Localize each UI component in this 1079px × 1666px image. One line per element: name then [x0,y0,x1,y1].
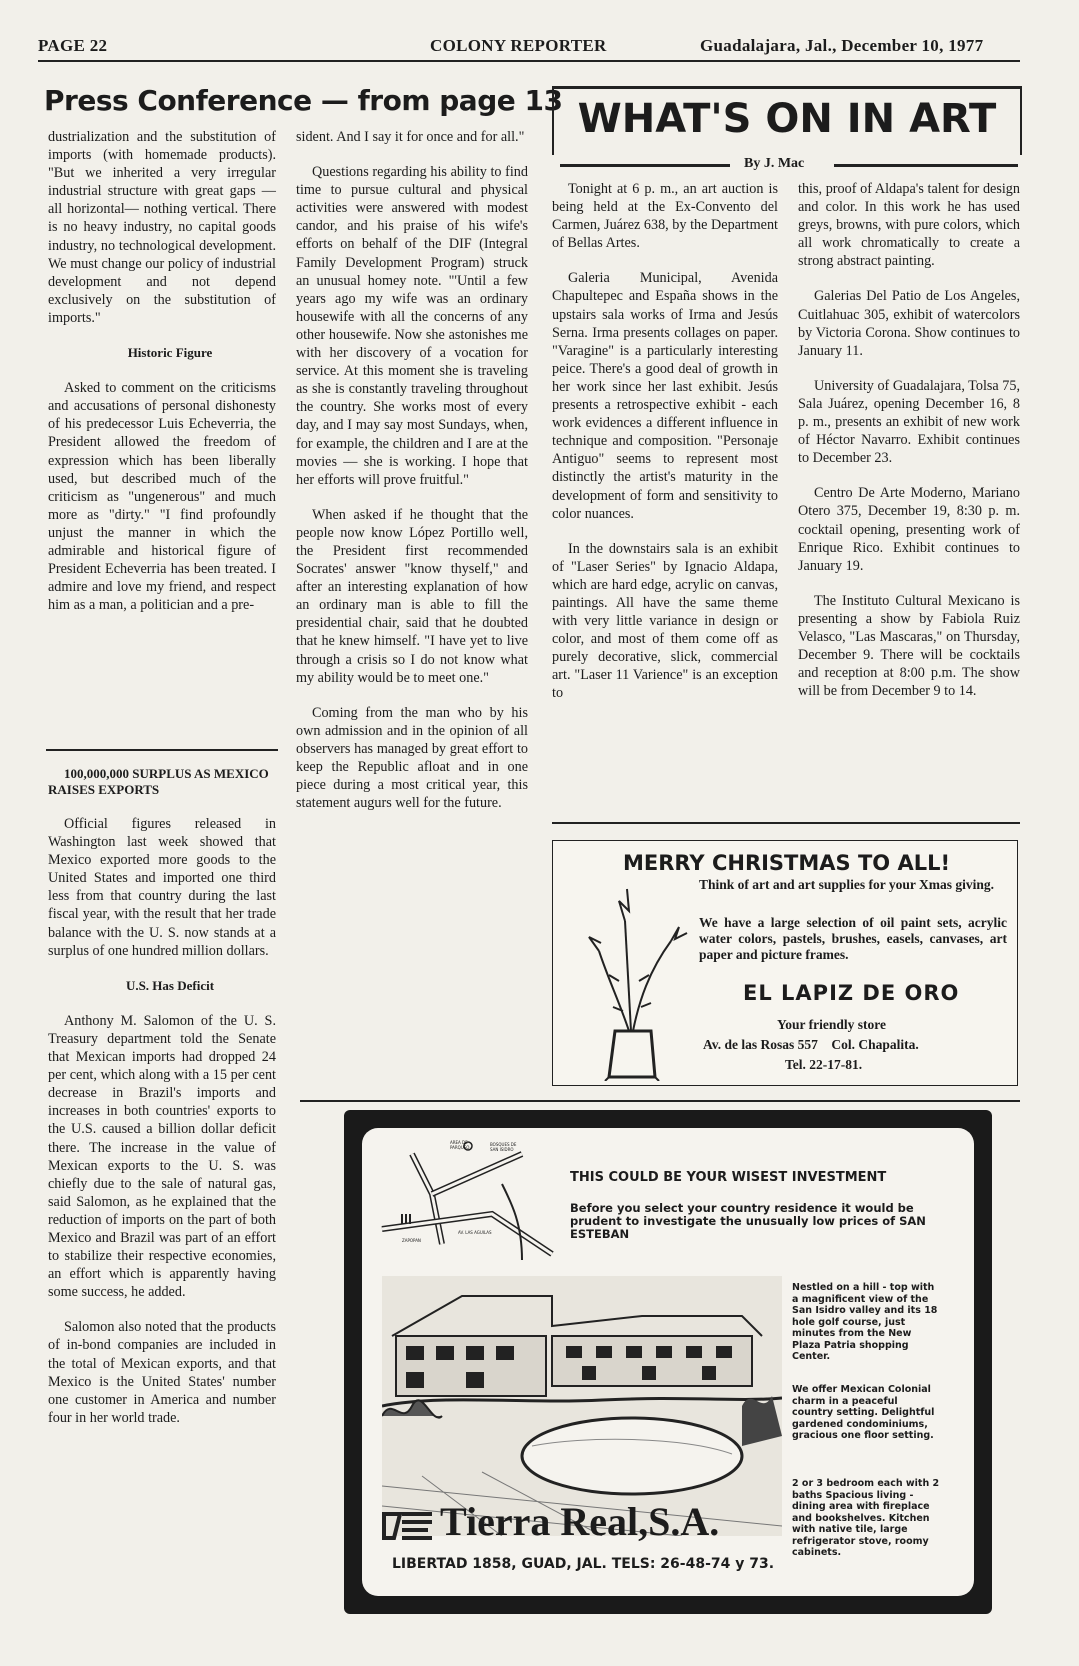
lapiz-headline: MERRY CHRISTMAS TO ALL! [623,851,951,875]
lapiz-ad [552,840,1018,1086]
header-rule [38,60,1020,62]
lapiz-tagline: Your friendly store [777,1017,886,1032]
condominium-illustration-icon [382,1276,782,1536]
paragraph: this, proof of Aldapa's talent for design and color. In this work he has used greys, browns, with pure colors, which all work chromatically to create a strong abstract painting. [798,181,1020,270]
paragraph: Tonight at 6 p. m., an art auction is being held at the Ex-Convento del Carmen, Juárez 638, by the Department of Bellas Artes. [552,181,778,252]
paragraph: Anthony M. Salomon of the U. S. Treasury department told the Senate that Mexican imports had dropped 24 per cent, which along with a 15 per cent decrease in Brazil's imports and increases in both countries' exports to the U.S. caused a billion dollar deficit there. The increase in the value of Mexican exports to the U. S. was chiefly due to the sale of natural gas, said Salomon, as he explained that the reduction of imports on the part of both Mexico and Brazil was part of an effort to stabilize their respective economies, an effort which is apparently having some success, he added. [48,1012,276,1301]
surplus-body [48,815,276,1427]
section-rule [46,749,278,751]
paragraph: dustrialization and the substitution of imports (with homemade products). "But we inherited a very irregular industrial structure with great gaps —all horizontal— nothing vertical. There is no heavy industry, no capital goods industry, no technological development. We must change our policy of industrial development and not depend exclusively on the substitution of imports." [48,129,276,326]
byline-rule-left [560,164,730,167]
map-label-3: ZAPOPAN [402,1238,421,1243]
paragraph: Salomon also noted that the products of in-bond companies are included in the total of Mexican exports, and that Mexico is the United States' number one customer in America and number four in her world trade. [48,1319,276,1426]
tierra-ad [344,1110,992,1614]
press-conference-headline: Press Conference — from page 13 [44,84,563,117]
subheading: Historic Figure [127,345,213,361]
location-map-icon [372,1134,562,1264]
lapiz-line1: Think of art and art supplies for your Xmas giving. [699,877,995,892]
press-column-1 [48,128,276,631]
lapiz-line2: We have a large selection of oil paint sets, acrylic water colors, pastels, brushes, easels, canvases, art paper and picture frames. [699,915,1007,962]
art-column-2 [798,180,1020,717]
art-byline: By J. Mac [744,156,805,171]
paragraph: Official figures released in Washington last week showed that Mexico exported more goods to the United States and imported one third less from that country during the last fiscal year, with the result that her trade balance with the U. S. now stands at a surplus of one hundred million dollars. [48,816,276,959]
paragraph: Asked to comment on the criticisms and accusations of personal dishonesty of his predecessor Luis Echeverria, the President allowed the freedom of expression which has been liberally used, but described much of the criticism as "ungenerous" and much more as "dirty." "I find profoundly unjust the manner in which the admirable and historical figure of President Echeverria has been treated. I admire and love my friend, and respect him as a man, a politician and a pre- [48,380,276,614]
map-label-2: BOSQUES DE SAN ISIDRO [490,1142,517,1152]
tierra-blurb-1: Nestled on a hill - top with a magnificent view of the San Isidro valley and its 18 hole golf course, just minutes from the New Plaza Patria shopping Center. [792,1282,938,1362]
subheading: U.S. Has Deficit [125,977,215,993]
tierra-blurb-3: 2 or 3 bedroom each with 2 baths Spacious living - dining area with fireplace and bookshelves. Kitchen with native tile, large refrigerator stove, roomy cabinets. [792,1478,940,1558]
paragraph: sident. And I say it for once and for all." [296,129,525,145]
byline-rule-right [834,164,1018,167]
tierra-logo-icon [380,1508,436,1544]
dateline: Guadalajara, Jal., December 10, 1977 [700,36,984,55]
page-number: PAGE 22 [38,36,108,55]
paragraph: Galerias Del Patio de Los Angeles, Cuitlahuac 305, exhibit of watercolors by Victoria Corona. Show continues to January 11. [798,288,1020,359]
paragraph: Questions regarding his ability to find time to pursue cultural and physical activities were answered with modest candor, and his praise of his wife's efforts on behalf of the DIF (Integral Family Development Program) struck an unusual homey note. "'Until a few years ago my wife was an ordinary housewife with all the concerns of any other housewife. Now she astonishes me with her discovery of a vocation for service. At this moment she is traveling as she is constantly traveling throughout the country. She works most of every day, and I may say most Sundays, when, for example, the children and I are at the movies — she is working. I hope that her efforts will prove fruitful." [296,164,528,488]
tierra-headline: THIS COULD BE YOUR WISEST INVESTMENT [570,1170,887,1185]
art-title: WHAT'S ON IN ART [577,96,997,142]
paragraph: Centro De Arte Moderno, Mariano Otero 375, December 19, 8:30 p. m. cocktail opening, presenting work of Enrique Rico. Exhibit continues to January 19. [798,485,1020,574]
surplus-headline: 100,000,000 SURPLUS AS MEXICO RAISES EXPORTS [48,766,269,797]
tierra-intro: Before you select your country residence it would be prudent to investigate the unusually low prices of SAN ESTEBAN [570,1201,926,1241]
paragraph: University of Guadalajara, Tolsa 75, Sala Juárez, opening December 16, 8 p. m., presents an exhibit of new work of Héctor Navarro. Exhibit continues to December 23. [798,377,1020,467]
ad-top-rule [300,1100,1020,1102]
paragraph: Coming from the man who by his own admission and in the opinion of all observers has managed by great effort to keep the Republic afloat and in one piece during a most critical year, this statement augurs well for the future. [296,704,528,812]
paragraph: Galeria Municipal, Avenida Chapultepec and España shows in the upstairs sala works of Irma and Jesús Serna. Irma presents collages on paper. "Varagine" is a particularly interesting peice. There's a good deal of growth in her work since her last exhibit. Jesús presents a retrospective exhibit - each work evidences a different influence in technique and composition. "Personaje Antiguo" seems to represent most distinctly the artist's maturity in the development of form and sensitivity to color nuances. [552,270,778,522]
paragraph: When asked if he thought that the people now know López Portillo well, the President first recommended Socrates' answer "know thyself," and after an interesting explanation of how an ordinary man is able to fill the presidential chair, said that he doubted that he knew himself. "I have yet to live through a crisis so I do not know what my ability would be to meet one." [296,506,528,686]
tierra-brand: Tierra Real,S.A. [440,1499,720,1544]
lapiz-address: Av. de las Rosas 557 Col. Chapalita. [703,1037,919,1052]
paragraph: The Instituto Cultural Mexicano is presenting a show by Fabiola Ruiz Velasco, "Las Mascaras," on Thursday, December 9. There will be cocktails and reception at 8:00 p.m. The show will be from December 9 to 14. [798,592,1020,700]
art-bottom-rule [552,822,1020,824]
press-column-2 [296,128,528,829]
surplus-article [48,766,276,1444]
plant-pot-illustration-icon [579,881,699,1081]
map-label-4: AV. LAS AGUILAS [458,1230,492,1235]
tierra-address: LIBERTAD 1858, GUAD, JAL. TELS: 26-48-74 y 73. [392,1556,775,1572]
paragraph: In the downstairs sala is an exhibit of "Laser Series" by Ignacio Aldapa, which are hard edge, acrylic on canvas, paintings. All have the same theme with very little variance in design or color, and most of them come off as purely decorative, slick, commercial art. "Laser 11 Varience" is an exception to [552,540,778,702]
lapiz-store-name: EL LAPIZ DE ORO [743,981,960,1005]
map-label-1: AREA DE PARQUEO [450,1140,470,1150]
tierra-ad-inner [362,1128,974,1596]
art-column-1 [552,180,778,720]
lapiz-phone: Tel. 22-17-81. [785,1057,863,1072]
newspaper-name: COLONY REPORTER [430,36,607,55]
tierra-blurb-2: We offer Mexican Colonial charm in a peaceful country setting. Delightful gardened condominiums, gracious one floor setting. [792,1384,935,1441]
